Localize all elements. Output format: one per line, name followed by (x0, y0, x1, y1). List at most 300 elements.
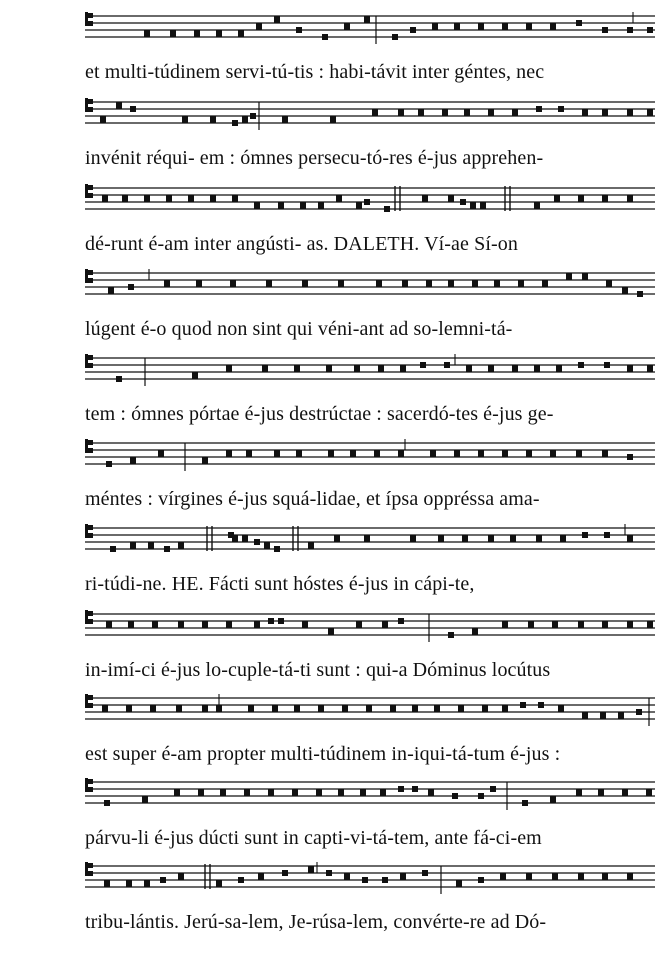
square-neume-icon (647, 27, 653, 33)
square-neume-icon (308, 543, 314, 549)
square-neume-icon (426, 281, 432, 287)
square-neume-icon (166, 196, 172, 202)
square-neume-icon (232, 536, 238, 542)
square-neume-icon (472, 629, 478, 635)
square-neume-icon (488, 110, 494, 116)
square-neume-icon (330, 117, 336, 123)
square-neume-icon (502, 451, 508, 457)
c-clef-icon (85, 610, 93, 624)
square-neume-icon (338, 790, 344, 796)
square-neume-icon (164, 281, 170, 287)
square-neume-icon (398, 618, 404, 624)
square-neume-icon (456, 881, 462, 887)
c-clef-icon (85, 12, 93, 26)
square-neume-icon (622, 790, 628, 796)
square-neume-icon (442, 110, 448, 116)
c-clef-icon (85, 862, 93, 876)
chant-system (85, 94, 655, 178)
square-neume-icon (250, 113, 256, 119)
square-neume-icon (266, 281, 272, 287)
square-neume-icon (627, 27, 633, 33)
square-neume-icon (422, 870, 428, 876)
square-neume-icon (534, 203, 540, 209)
square-neume-icon (326, 870, 332, 876)
square-neume-icon (398, 110, 404, 116)
square-neume-icon (272, 706, 278, 712)
chant-staff (85, 265, 655, 309)
square-neume-icon (464, 110, 470, 116)
square-neume-icon (522, 800, 528, 806)
square-neume-icon (556, 366, 562, 372)
square-neume-icon (637, 291, 643, 297)
square-neume-icon (360, 790, 366, 796)
square-neume-icon (380, 790, 386, 796)
square-neume-icon (402, 281, 408, 287)
square-neume-icon (428, 790, 434, 796)
square-neume-icon (334, 536, 340, 542)
square-neume-icon (164, 546, 170, 552)
square-neume-icon (230, 281, 236, 287)
square-neume-icon (106, 622, 112, 628)
square-neume-icon (494, 281, 500, 287)
square-neume-icon (354, 366, 360, 372)
square-neume-icon (148, 543, 154, 549)
square-neume-icon (144, 196, 150, 202)
square-neume-icon (598, 790, 604, 796)
chant-system (85, 180, 655, 264)
lyric-line: ri-túdi-ne. HE. Fácti sunt hóstes é-jus in cápi-te, (85, 573, 475, 595)
lyric-line: tem : ómnes pórtae é-jus destrúctae : sacerdó-tes é-jus ge- (85, 403, 554, 425)
square-neume-icon (500, 874, 506, 880)
square-neume-icon (554, 196, 560, 202)
chant-system (85, 265, 655, 349)
square-neume-icon (576, 790, 582, 796)
square-neume-icon (627, 110, 633, 116)
square-neume-icon (108, 288, 114, 294)
square-neume-icon (488, 536, 494, 542)
c-clef-icon (85, 354, 93, 368)
square-neume-icon (364, 199, 370, 205)
square-neume-icon (278, 618, 284, 624)
square-neume-icon (294, 366, 300, 372)
square-neume-icon (528, 622, 534, 628)
square-neume-icon (344, 24, 350, 30)
square-neume-icon (460, 199, 466, 205)
square-neume-icon (302, 622, 308, 628)
square-neume-icon (558, 706, 564, 712)
chant-system (85, 774, 655, 858)
c-clef-icon (85, 439, 93, 453)
square-neume-icon (430, 451, 436, 457)
square-neume-icon (538, 702, 544, 708)
square-neume-icon (454, 451, 460, 457)
square-neume-icon (356, 203, 362, 209)
square-neume-icon (198, 790, 204, 796)
square-neume-icon (536, 106, 542, 112)
square-neume-icon (192, 373, 198, 379)
square-neume-icon (296, 451, 302, 457)
square-neume-icon (216, 881, 222, 887)
square-neume-icon (466, 366, 472, 372)
square-neume-icon (627, 874, 633, 880)
square-neume-icon (316, 790, 322, 796)
square-neume-icon (150, 706, 156, 712)
square-neume-icon (432, 24, 438, 30)
square-neume-icon (238, 31, 244, 37)
square-neume-icon (478, 877, 484, 883)
square-neume-icon (160, 877, 166, 883)
c-clef-icon (85, 524, 93, 538)
double-bar-icon (505, 186, 510, 211)
square-neume-icon (296, 27, 302, 33)
square-neume-icon (344, 874, 350, 880)
square-neume-icon (600, 713, 606, 719)
square-neume-icon (376, 281, 382, 287)
square-neume-icon (142, 797, 148, 803)
square-neume-icon (102, 196, 108, 202)
square-neume-icon (647, 366, 653, 372)
square-neume-icon (326, 366, 332, 372)
square-neume-icon (282, 117, 288, 123)
square-neume-icon (578, 622, 584, 628)
square-neume-icon (226, 622, 232, 628)
lyric-line: est super é-am propter multi-túdinem in-iqui-tá-tum é-jus : (85, 743, 561, 765)
square-neume-icon (552, 874, 558, 880)
square-neume-icon (582, 274, 588, 280)
square-neume-icon (176, 706, 182, 712)
square-neume-icon (418, 110, 424, 116)
square-neume-icon (274, 451, 280, 457)
double-bar-icon (205, 864, 210, 889)
square-neume-icon (366, 706, 372, 712)
square-neume-icon (268, 790, 274, 796)
square-neume-icon (128, 622, 134, 628)
square-neume-icon (560, 536, 566, 542)
square-neume-icon (458, 706, 464, 712)
square-neume-icon (128, 284, 134, 290)
chant-system (85, 435, 655, 519)
square-neume-icon (364, 536, 370, 542)
square-neume-icon (328, 451, 334, 457)
square-neume-icon (412, 786, 418, 792)
square-neume-icon (578, 196, 584, 202)
square-neume-icon (256, 24, 262, 30)
square-neume-icon (144, 31, 150, 37)
chant-staff (85, 8, 655, 52)
square-neume-icon (372, 110, 378, 116)
square-neume-icon (102, 706, 108, 712)
lyric-line: lúgent é-o quod non sint qui véni-ant ad so-lemni-tá- (85, 318, 513, 340)
square-neume-icon (502, 622, 508, 628)
square-neume-icon (264, 543, 270, 549)
square-neume-icon (274, 17, 280, 23)
square-neume-icon (582, 713, 588, 719)
square-neume-icon (398, 451, 404, 457)
square-neume-icon (462, 536, 468, 542)
square-neume-icon (478, 793, 484, 799)
lyric-line: dé-runt é-am inter angústi- as. DALETH. Ví-ae Sí-on (85, 233, 518, 255)
square-neume-icon (627, 196, 633, 202)
square-neume-icon (126, 881, 132, 887)
square-neume-icon (627, 366, 633, 372)
square-neume-icon (152, 622, 158, 628)
square-neume-icon (550, 797, 556, 803)
square-neume-icon (328, 629, 334, 635)
chant-staff (85, 520, 655, 564)
square-neume-icon (604, 362, 610, 368)
chant-staff (85, 180, 655, 224)
square-neume-icon (202, 622, 208, 628)
square-neume-icon (400, 874, 406, 880)
square-neume-icon (268, 618, 274, 624)
square-neume-icon (542, 281, 548, 287)
square-neume-icon (170, 31, 176, 37)
double-bar-icon (293, 526, 298, 551)
square-neume-icon (322, 34, 328, 40)
square-neume-icon (194, 31, 200, 37)
square-neume-icon (636, 709, 642, 715)
chant-system (85, 606, 655, 690)
square-neume-icon (502, 706, 508, 712)
square-neume-icon (566, 274, 572, 280)
square-neume-icon (318, 706, 324, 712)
square-neume-icon (490, 786, 496, 792)
square-neume-icon (647, 622, 653, 628)
square-neume-icon (374, 451, 380, 457)
square-neume-icon (400, 366, 406, 372)
square-neume-icon (302, 281, 308, 287)
double-bar-icon (395, 186, 400, 211)
square-neume-icon (356, 622, 362, 628)
lyric-line: invénit réqui- em : ómnes persecu-tó-res é-jus apprehen- (85, 147, 544, 169)
square-neume-icon (534, 366, 540, 372)
square-neume-icon (188, 196, 194, 202)
square-neume-icon (606, 281, 612, 287)
square-neume-icon (602, 196, 608, 202)
square-neume-icon (364, 17, 370, 23)
square-neume-icon (242, 536, 248, 542)
c-clef-icon (85, 694, 93, 708)
square-neume-icon (308, 867, 314, 873)
square-neume-icon (438, 536, 444, 542)
chant-staff (85, 858, 655, 902)
square-neume-icon (478, 24, 484, 30)
square-neume-icon (582, 532, 588, 538)
square-neume-icon (472, 281, 478, 287)
chant-system (85, 8, 655, 92)
square-neume-icon (130, 106, 136, 112)
square-neume-icon (178, 622, 184, 628)
square-neume-icon (282, 870, 288, 876)
square-neume-icon (576, 20, 582, 26)
square-neume-icon (627, 622, 633, 628)
square-neume-icon (318, 203, 324, 209)
square-neume-icon (618, 713, 624, 719)
square-neume-icon (300, 203, 306, 209)
square-neume-icon (294, 706, 300, 712)
square-neume-icon (104, 881, 110, 887)
square-neume-icon (410, 536, 416, 542)
square-neume-icon (578, 362, 584, 368)
square-neume-icon (390, 706, 396, 712)
square-neume-icon (130, 543, 136, 549)
square-neume-icon (254, 539, 260, 545)
square-neume-icon (202, 706, 208, 712)
square-neume-icon (116, 103, 122, 109)
chant-system (85, 690, 655, 774)
square-neume-icon (536, 536, 542, 542)
square-neume-icon (226, 451, 232, 457)
square-neume-icon (350, 451, 356, 457)
square-neume-icon (627, 454, 633, 460)
square-neume-icon (174, 790, 180, 796)
square-neume-icon (520, 702, 526, 708)
square-neume-icon (444, 362, 450, 368)
square-neume-icon (518, 281, 524, 287)
square-neume-icon (232, 120, 238, 126)
double-bar-icon (207, 526, 212, 551)
chant-staff (85, 606, 655, 650)
chant-staff (85, 94, 655, 138)
square-neume-icon (398, 786, 404, 792)
c-clef-icon (85, 98, 93, 112)
square-neume-icon (246, 451, 252, 457)
square-neume-icon (182, 117, 188, 123)
square-neume-icon (116, 376, 122, 382)
square-neume-icon (382, 622, 388, 628)
square-neume-icon (158, 451, 164, 457)
square-neume-icon (502, 24, 508, 30)
square-neume-icon (110, 546, 116, 552)
square-neume-icon (552, 622, 558, 628)
square-neume-icon (248, 706, 254, 712)
square-neume-icon (602, 622, 608, 628)
square-neume-icon (262, 366, 268, 372)
square-neume-icon (512, 366, 518, 372)
lyric-line: párvu-li é-jus dúcti sunt in capti-vi-tá-tem, ante fá-ci-em (85, 827, 542, 849)
square-neume-icon (292, 790, 298, 796)
square-neume-icon (526, 24, 532, 30)
square-neume-icon (480, 203, 486, 209)
square-neume-icon (482, 706, 488, 712)
square-neume-icon (622, 288, 628, 294)
c-clef-icon (85, 778, 93, 792)
c-clef-icon (85, 269, 93, 283)
lyric-line: et multi-túdinem servi-tú-tis : habi-távit inter géntes, nec (85, 61, 545, 83)
square-neume-icon (384, 206, 390, 212)
square-neume-icon (392, 34, 398, 40)
square-neume-icon (488, 366, 494, 372)
square-neume-icon (362, 877, 368, 883)
square-neume-icon (526, 874, 532, 880)
chant-staff (85, 774, 655, 818)
square-neume-icon (602, 110, 608, 116)
square-neume-icon (448, 196, 454, 202)
square-neume-icon (244, 790, 250, 796)
square-neume-icon (122, 196, 128, 202)
square-neume-icon (242, 117, 248, 123)
square-neume-icon (602, 451, 608, 457)
square-neume-icon (226, 366, 232, 372)
square-neume-icon (510, 536, 516, 542)
lyric-line: tribu-lántis. Jerú-sa-lem, Je-rúsa-lem, convérte-re ad Dó- (85, 911, 547, 933)
square-neume-icon (202, 458, 208, 464)
square-neume-icon (448, 281, 454, 287)
square-neume-icon (558, 106, 564, 112)
square-neume-icon (342, 706, 348, 712)
chant-staff (85, 435, 655, 479)
lyric-line: méntes : vírgines é-jus squá-lidae, et ípsa oppréssa ama- (85, 488, 540, 510)
square-neume-icon (220, 790, 226, 796)
square-neume-icon (478, 451, 484, 457)
chant-staff (85, 690, 655, 734)
square-neume-icon (216, 706, 222, 712)
square-neume-icon (196, 281, 202, 287)
square-neume-icon (422, 196, 428, 202)
square-neume-icon (454, 24, 460, 30)
square-neume-icon (578, 874, 584, 880)
square-neume-icon (130, 458, 136, 464)
square-neume-icon (210, 196, 216, 202)
square-neume-icon (526, 451, 532, 457)
square-neume-icon (238, 877, 244, 883)
square-neume-icon (278, 203, 284, 209)
square-neume-icon (448, 632, 454, 638)
square-neume-icon (378, 366, 384, 372)
square-neume-icon (576, 451, 582, 457)
square-neume-icon (602, 874, 608, 880)
square-neume-icon (144, 881, 150, 887)
chant-system (85, 350, 655, 434)
chant-staff (85, 350, 655, 394)
square-neume-icon (452, 793, 458, 799)
square-neume-icon (258, 874, 264, 880)
square-neume-icon (126, 706, 132, 712)
chant-system (85, 858, 655, 942)
square-neume-icon (647, 110, 653, 116)
square-neume-icon (338, 281, 344, 287)
square-neume-icon (254, 622, 260, 628)
lyric-line: in-imí-ci é-jus lo-cuple-tá-ti sunt : qui-a Dóminus locútus (85, 659, 551, 681)
square-neume-icon (382, 877, 388, 883)
square-neume-icon (646, 790, 652, 796)
square-neume-icon (550, 451, 556, 457)
square-neume-icon (582, 110, 588, 116)
square-neume-icon (106, 461, 112, 467)
square-neume-icon (254, 203, 260, 209)
square-neume-icon (412, 706, 418, 712)
square-neume-icon (434, 706, 440, 712)
square-neume-icon (178, 543, 184, 549)
square-neume-icon (210, 117, 216, 123)
square-neume-icon (336, 196, 342, 202)
square-neume-icon (550, 24, 556, 30)
c-clef-icon (85, 184, 93, 198)
square-neume-icon (604, 532, 610, 538)
square-neume-icon (470, 203, 476, 209)
square-neume-icon (627, 536, 633, 542)
square-neume-icon (104, 800, 110, 806)
square-neume-icon (232, 196, 238, 202)
square-neume-icon (216, 31, 222, 37)
square-neume-icon (420, 362, 426, 368)
square-neume-icon (410, 27, 416, 33)
square-neume-icon (274, 546, 280, 552)
square-neume-icon (100, 117, 106, 123)
square-neume-icon (512, 110, 518, 116)
square-neume-icon (602, 27, 608, 33)
chant-system (85, 520, 655, 604)
